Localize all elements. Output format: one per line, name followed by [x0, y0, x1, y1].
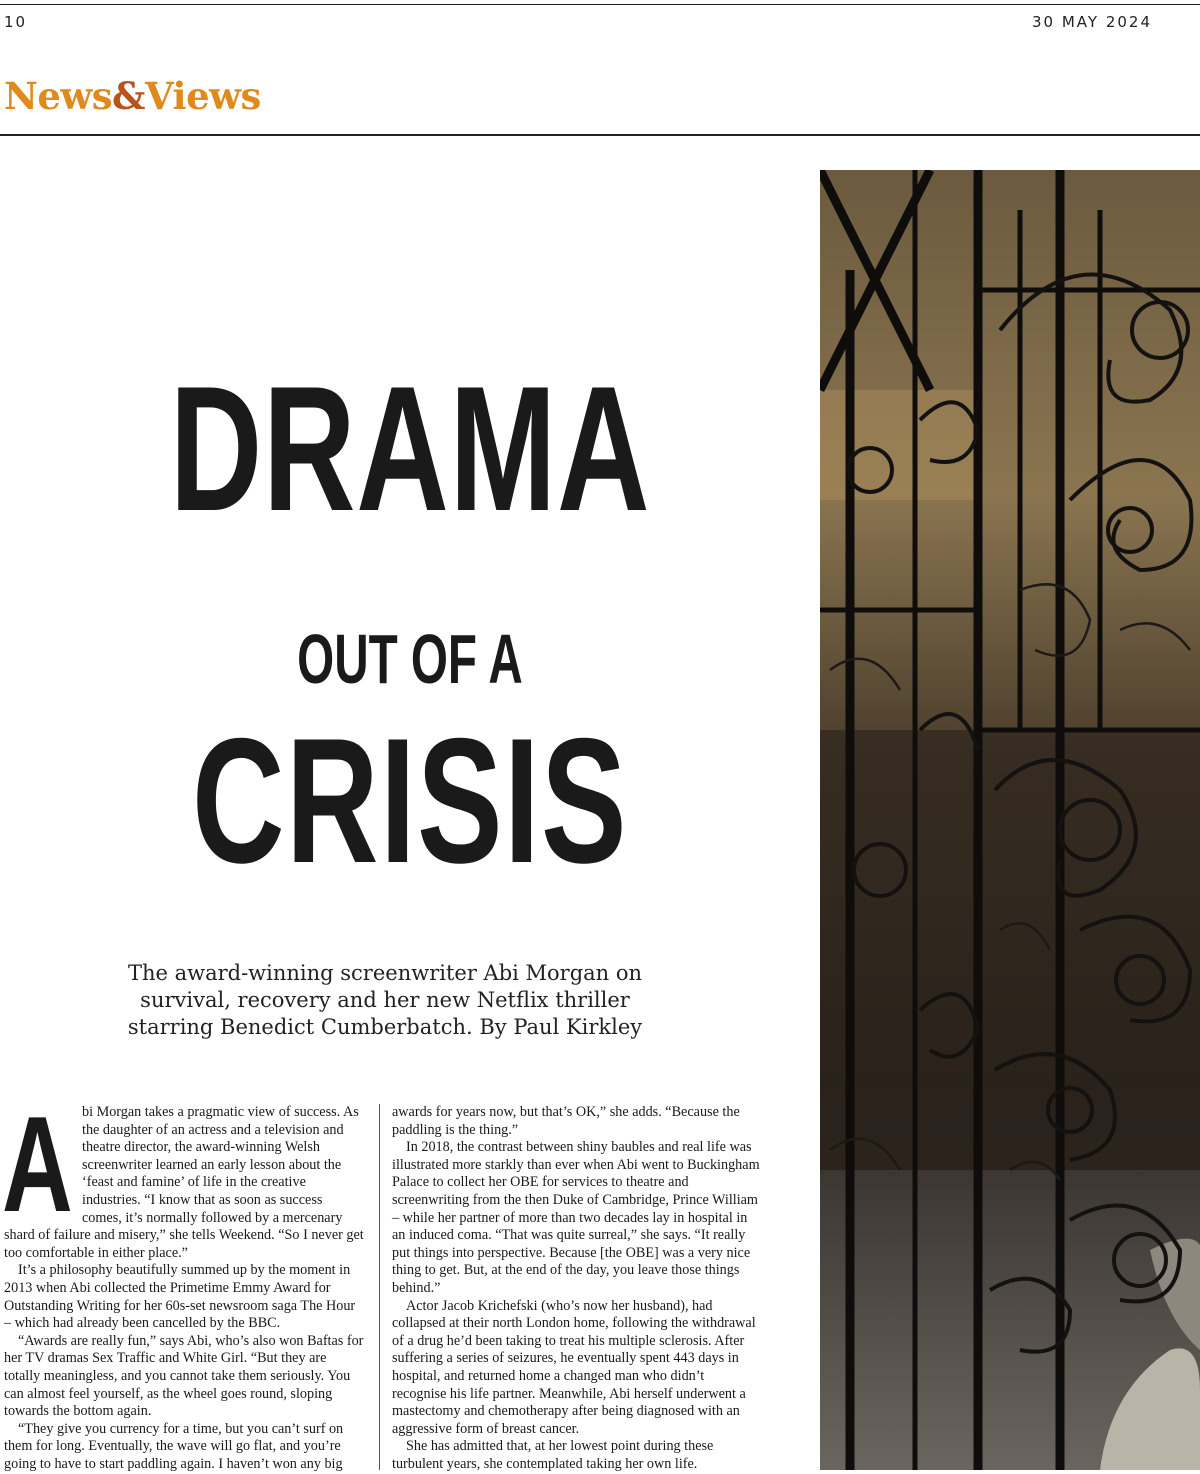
paragraph: She has admitted that, at her lowest point during these turbulent years, she contemplated taking her own life.	[392, 1438, 714, 1472]
gate-illustration	[820, 170, 1200, 1470]
ornate-iron-gate-photo	[820, 170, 1200, 1470]
section-rule	[0, 134, 1200, 136]
top-rule	[0, 4, 1200, 5]
paragraph: “Awards are really fun,” says Abi, who’s also won Baftas for her TV dramas Sex Traffic and White Girl. “But they are totally meaningless, and you cannot take them seriously. You can almost feel yourself, as the wheel goes round, sloping towards the bottom again.	[4, 1332, 364, 1420]
section-title-news: News	[4, 74, 113, 118]
paragraph: bi Morgan takes a pragmatic view of success. As the daughter of an actress and a television and theatre director, the award-winning Welsh screenwriter learned an early lesson about the ‘feast and famine’ of life in the creative industries. “I know that as soon as success comes, it’s normally followed by a mercenary shard of failure and misery,” she tells Weekend. “So I never get too comfortable in either place.”	[4, 1104, 364, 1261]
section-title-ampersand: &	[112, 74, 145, 118]
paragraph: It’s a philosophy beautifully summed up by the moment in 2013 when Abi collected the Primetime Emmy Award for Outstanding Writing for her 60s-set newsroom saga The Hour – which had already been cancelled by the BBC.	[4, 1262, 356, 1332]
page-number: 10	[4, 13, 28, 31]
paragraph: In 2018, the contrast between shiny baubles and real life was illustrated more starkly than ever when Abi went to Buckingham Palace to collect her OBE for services to theatre and screenwriting from the then Duke of Cambridge, Prince William – while her partner of more than two decades lay in hospital in an induced coma. “That was quite surreal,” she says. “It really put things into perspective. Because [the OBE] was a very nice thing to get. But, at the end of the day, you leave those things behind.”	[392, 1139, 760, 1296]
article-column-2	[392, 1104, 762, 1473]
issue-date: 30 MAY 2024	[1032, 13, 1152, 31]
column-divider	[379, 1104, 380, 1470]
standfirst: The award-winning screenwriter Abi Morgan on survival, recovery and her new Netflix thriller starring Benedict Cumberbatch. By Paul Kirkley	[127, 961, 643, 1039]
headline-line-3: CRISIS	[192, 701, 628, 900]
article-column-1	[2, 1088, 364, 1473]
headline-line-2: OUT OF A	[297, 620, 523, 698]
paragraph: Actor Jacob Krichefski (who’s now her husband), had collapsed at their north London home, following the withdrawal of a drug he’d been taking to treat his multiple sclerosis. After suffering a series of seizures, he eventually spent 443 days in hospital, and returned home a changed man who didn’t recognise his life partner. Meanwhile, Abi herself underwent a mastectomy and chemotherapy after being diagnosed with an aggressive form of breast cancer.	[392, 1297, 756, 1437]
paragraph: “They give you currency for a time, but you can’t surf on them for long. Eventually, the wave will go flat, and you’re going to have to start paddling again. I haven’t won any big	[4, 1420, 344, 1472]
drop-cap: A	[2, 1088, 73, 1240]
paragraph: awards for years now, but that’s OK,” she adds. “Because the paddling is the thing.”	[392, 1104, 740, 1138]
headline-line-1: DRAMA	[169, 349, 651, 548]
section-title	[4, 74, 261, 118]
section-title-views: Views	[144, 74, 261, 118]
